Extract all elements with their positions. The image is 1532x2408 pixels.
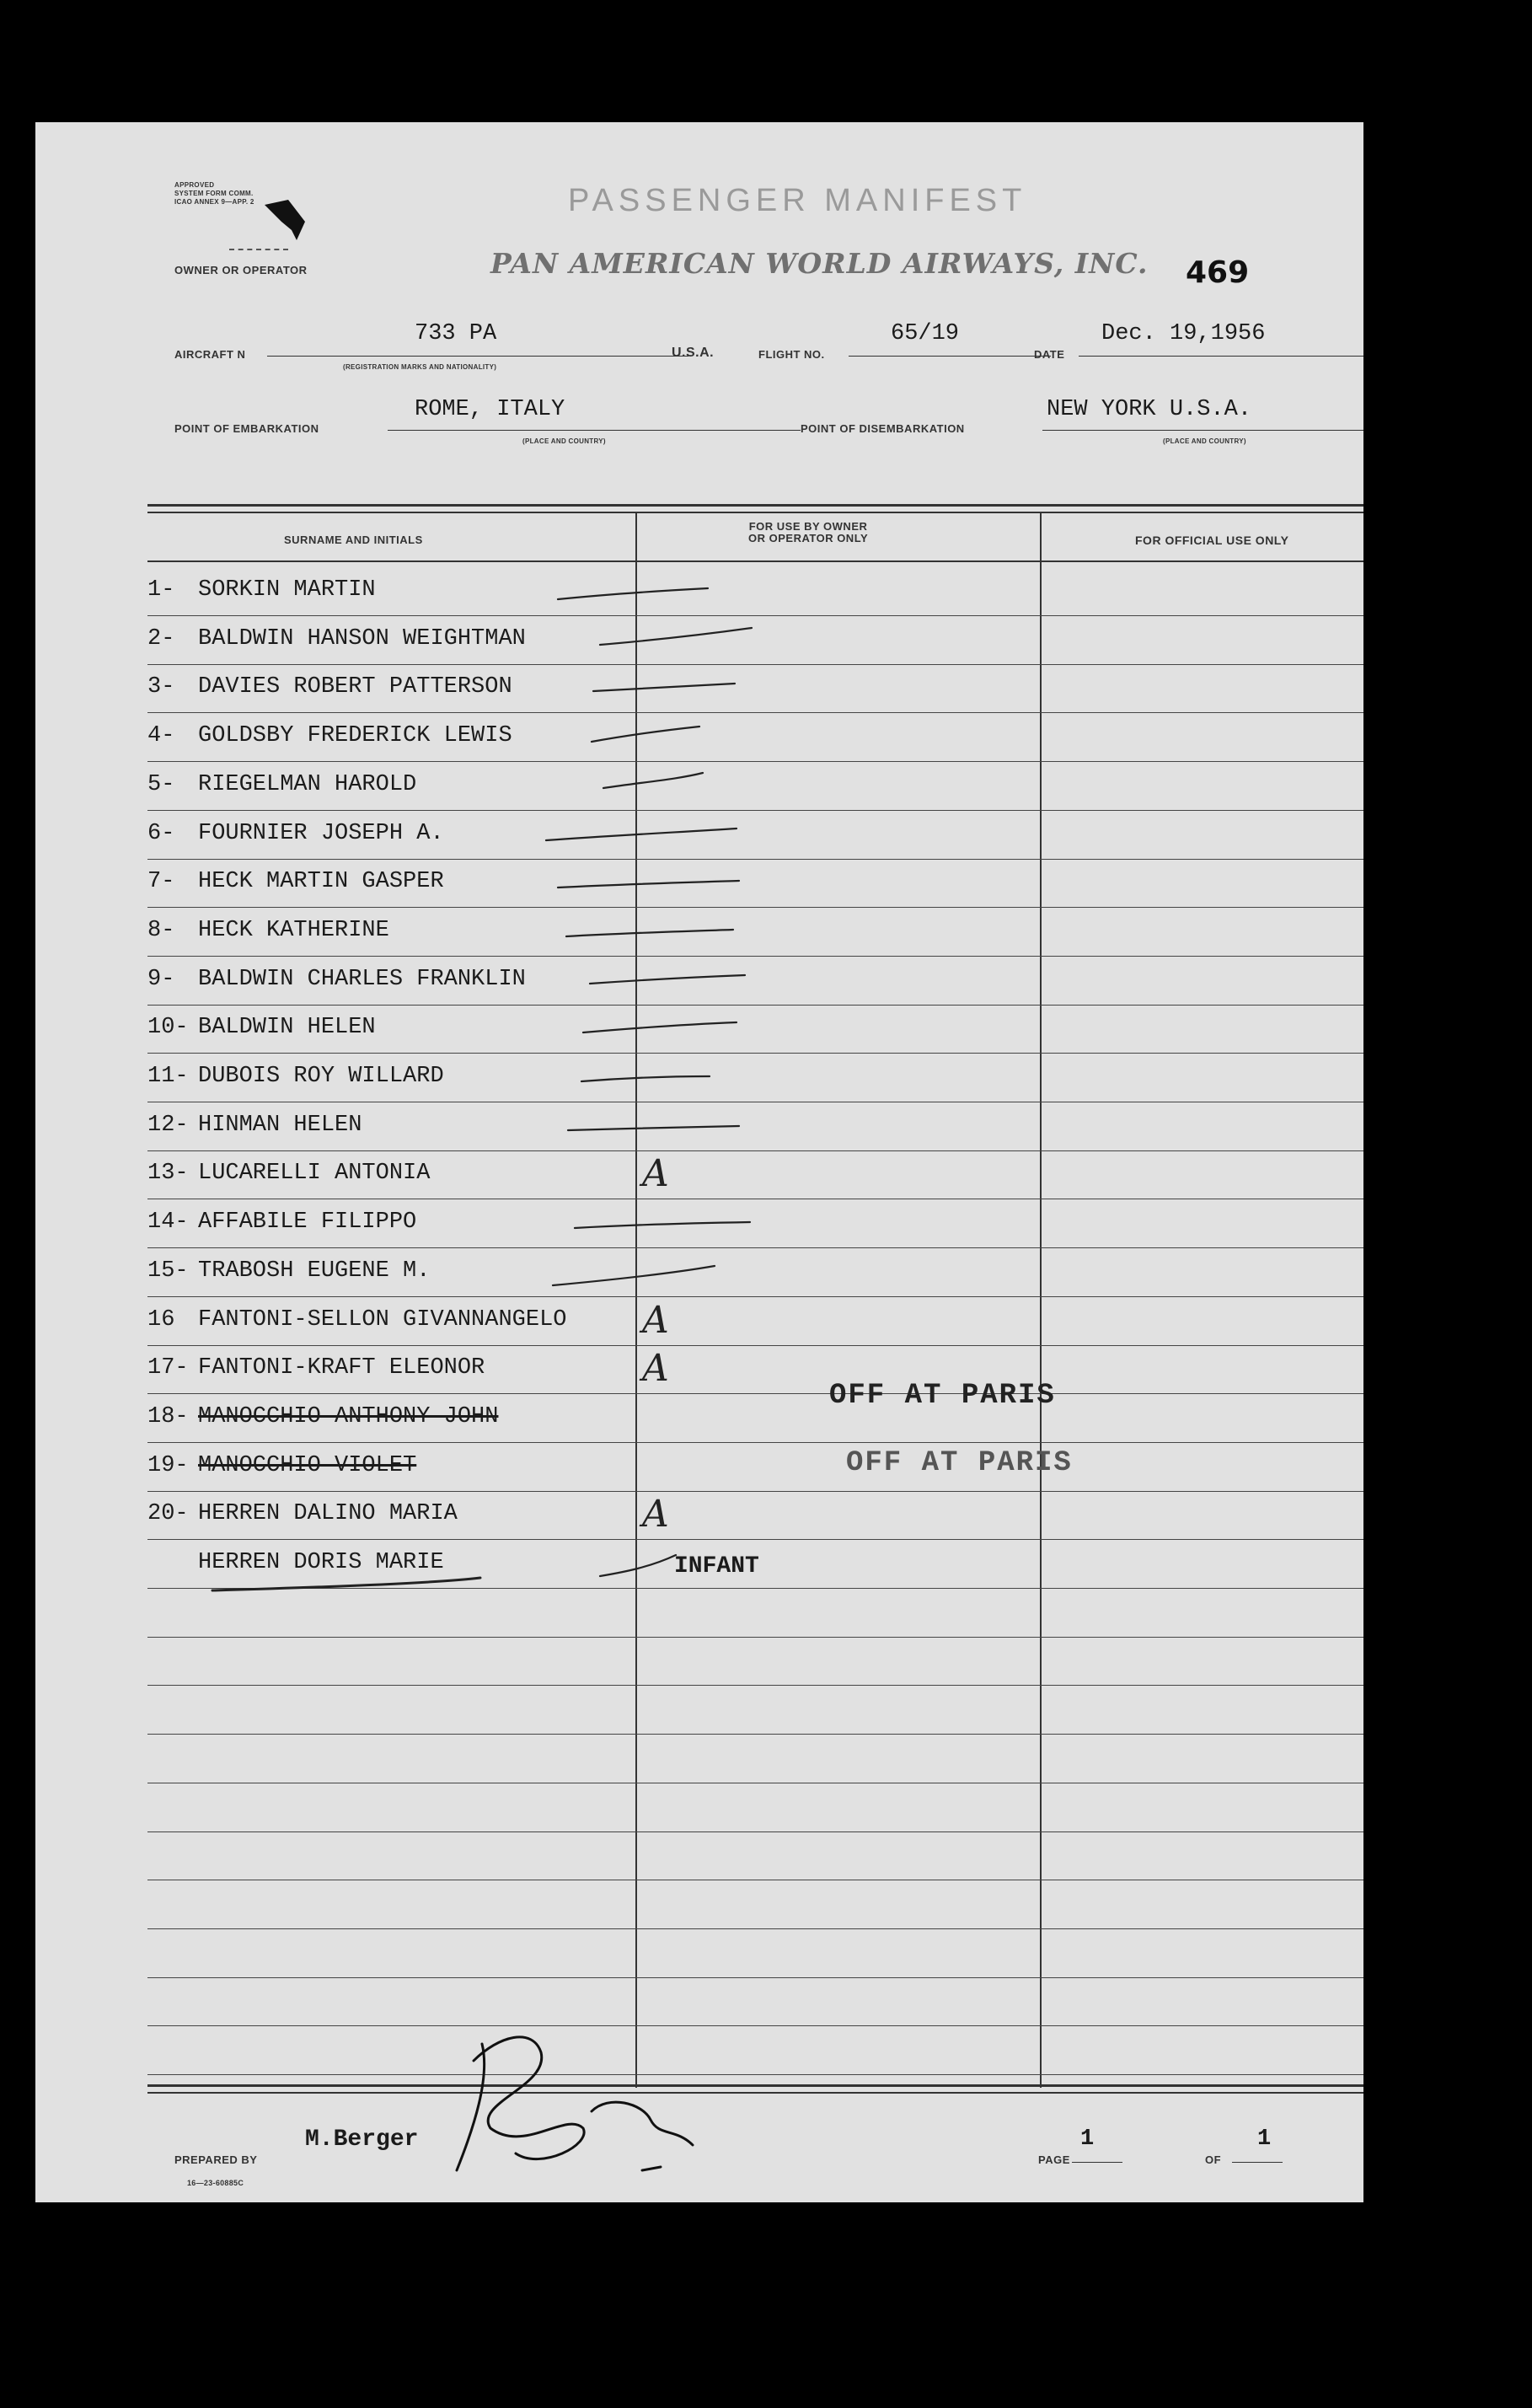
passenger-name: HECK MARTIN GASPER — [198, 869, 444, 894]
off-at-paris-stamp: OFF AT PARIS — [829, 1380, 1056, 1412]
check-stroke — [566, 930, 733, 936]
check-stroke — [590, 975, 745, 984]
handwritten-mark: A — [642, 1299, 669, 1342]
of-label: OF — [1205, 2153, 1222, 2166]
form-number: 16—23-60885C — [187, 2179, 244, 2187]
passenger-name: HINMAN HELEN — [198, 1113, 362, 1138]
passenger-number: 20- — [147, 1501, 189, 1526]
passenger-name: AFFABILE FILIPPO — [198, 1209, 417, 1235]
passenger-name: BALDWIN HANSON WEIGHTMAN — [198, 626, 526, 652]
page-stamp-number: 469 — [1186, 255, 1250, 290]
check-stroke — [581, 1076, 710, 1081]
passenger-number: 17- — [147, 1355, 189, 1381]
approval-line: ICAO ANNEX 9—APP. 2 — [174, 198, 254, 206]
passenger-name: RIEGELMAN HAROLD — [198, 772, 417, 797]
usa-label: U.S.A. — [672, 346, 715, 360]
passenger-name: MANOCCHIO VIOLET — [198, 1453, 417, 1478]
passenger-number: 1- — [147, 577, 175, 603]
handwritten-mark: A — [642, 1347, 669, 1390]
aircraft-label: AIRCRAFT N — [174, 348, 246, 361]
disembark-value: NEW YORK U.S.A. — [1047, 397, 1252, 422]
check-stroke — [546, 829, 737, 840]
passenger-number: 11- — [147, 1064, 189, 1089]
check-stroke — [575, 1222, 750, 1228]
table-bottom-rule-2 — [147, 2092, 1363, 2094]
passenger-name: LUCARELLI ANTONIA — [198, 1161, 431, 1186]
check-stroke — [592, 727, 699, 742]
approval-line: APPROVED — [174, 181, 215, 189]
strike-stroke — [212, 1578, 480, 1590]
passenger-name: HERREN DALINO MARIA — [198, 1501, 458, 1526]
infant-note: INFANT — [674, 1553, 759, 1579]
disembark-caption: (PLACE AND COUNTRY) — [1163, 437, 1246, 445]
date-label: DATE — [1034, 348, 1065, 361]
passenger-number: 2- — [147, 626, 175, 652]
passenger-name: BALDWIN HELEN — [198, 1015, 376, 1040]
passenger-number: 5- — [147, 772, 175, 797]
column-header-line: FOR USE BY OWNER — [748, 520, 868, 533]
approval-line: SYSTEM FORM COMM. — [174, 190, 254, 197]
passenger-number: 4- — [147, 723, 175, 748]
off-at-paris-stamp: OFF AT PARIS — [846, 1447, 1073, 1479]
of-line — [1232, 2162, 1283, 2163]
embark-value: ROME, ITALY — [415, 397, 565, 422]
passenger-number: 3- — [147, 674, 175, 700]
embark-label: POINT OF EMBARKATION — [174, 422, 319, 435]
flight-label: FLIGHT NO. — [758, 348, 825, 361]
total-pages: 1 — [1257, 2126, 1272, 2152]
check-stroke — [558, 588, 708, 599]
page-title: PASSENGER MANIFEST — [568, 183, 1027, 218]
passenger-name: FANTONI-SELLON GIVANNANGELO — [198, 1307, 567, 1333]
disembark-label: POINT OF DISEMBARKATION — [801, 422, 965, 435]
check-stroke — [583, 1022, 737, 1032]
passenger-number: 19- — [147, 1453, 189, 1478]
passenger-number: 16 — [147, 1307, 175, 1333]
aircraft-value: 733 PA — [415, 321, 497, 346]
embark-caption: (PLACE AND COUNTRY) — [522, 437, 606, 445]
passenger-name: MANOCCHIO ANTHONY JOHN — [198, 1404, 499, 1429]
flight-date: Dec. 19,1956 — [1101, 321, 1266, 346]
passenger-name: DUBOIS ROY WILLARD — [198, 1064, 444, 1089]
passenger-number: 12- — [147, 1113, 189, 1138]
page-label: PAGE — [1038, 2153, 1070, 2166]
check-stroke — [600, 1555, 676, 1576]
prepared-by-label: PREPARED BY — [174, 2153, 258, 2166]
passenger-number: 10- — [147, 1015, 189, 1040]
passenger-name: BALDWIN CHARLES FRANKLIN — [198, 967, 526, 992]
passenger-name: TRABOSH EUGENE M. — [198, 1258, 431, 1284]
prepared-by-name: M.Berger — [305, 2126, 419, 2153]
check-stroke — [553, 1266, 715, 1285]
table-bottom-rule — [147, 2084, 1363, 2087]
passenger-name: FOURNIER JOSEPH A. — [198, 821, 444, 846]
passenger-name: SORKIN MARTIN — [198, 577, 376, 603]
signature-icon — [440, 2027, 710, 2196]
passenger-number: 15- — [147, 1258, 189, 1284]
aircraft-caption: (REGISTRATION MARKS AND NATIONALITY) — [343, 363, 497, 371]
flight-number: 65/19 — [891, 321, 960, 346]
passenger-number: 18- — [147, 1404, 189, 1429]
passenger-number: 6- — [147, 821, 175, 846]
passenger-name: HERREN DORIS MARIE — [198, 1550, 444, 1575]
passenger-number: 8- — [147, 918, 175, 943]
column-header-surname: SURNAME AND INITIALS — [284, 534, 423, 546]
check-stroke — [568, 1126, 739, 1130]
passenger-number: 14- — [147, 1209, 189, 1235]
manifest-sheet — [35, 122, 1363, 2202]
passenger-number: 9- — [147, 967, 175, 992]
check-stroke — [603, 773, 703, 788]
check-stroke — [593, 684, 735, 691]
passenger-name: DAVIES ROBERT PATTERSON — [198, 674, 512, 700]
column-header-official: FOR OFFICIAL USE ONLY — [1135, 534, 1289, 547]
operator-name: PAN AMERICAN WORLD AIRWAYS, INC. — [490, 247, 1149, 280]
passenger-name: GOLDSBY FREDERICK LEWIS — [198, 723, 512, 748]
operator-label: OWNER OR OPERATOR — [174, 264, 308, 276]
handwritten-mark: A — [642, 1152, 669, 1195]
passenger-number: 13- — [147, 1161, 189, 1186]
page-line — [1072, 2162, 1122, 2163]
check-stroke — [600, 628, 752, 645]
page-number: 1 — [1080, 2126, 1095, 2152]
handwritten-mark: A — [642, 1493, 669, 1536]
passenger-name: HECK KATHERINE — [198, 918, 389, 943]
passenger-number: 7- — [147, 869, 175, 894]
check-stroke — [558, 881, 739, 888]
column-header-line: OR OPERATOR ONLY — [748, 532, 869, 544]
passenger-name: FANTONI-KRAFT ELEONOR — [198, 1355, 485, 1381]
check-marks — [35, 122, 1363, 2202]
